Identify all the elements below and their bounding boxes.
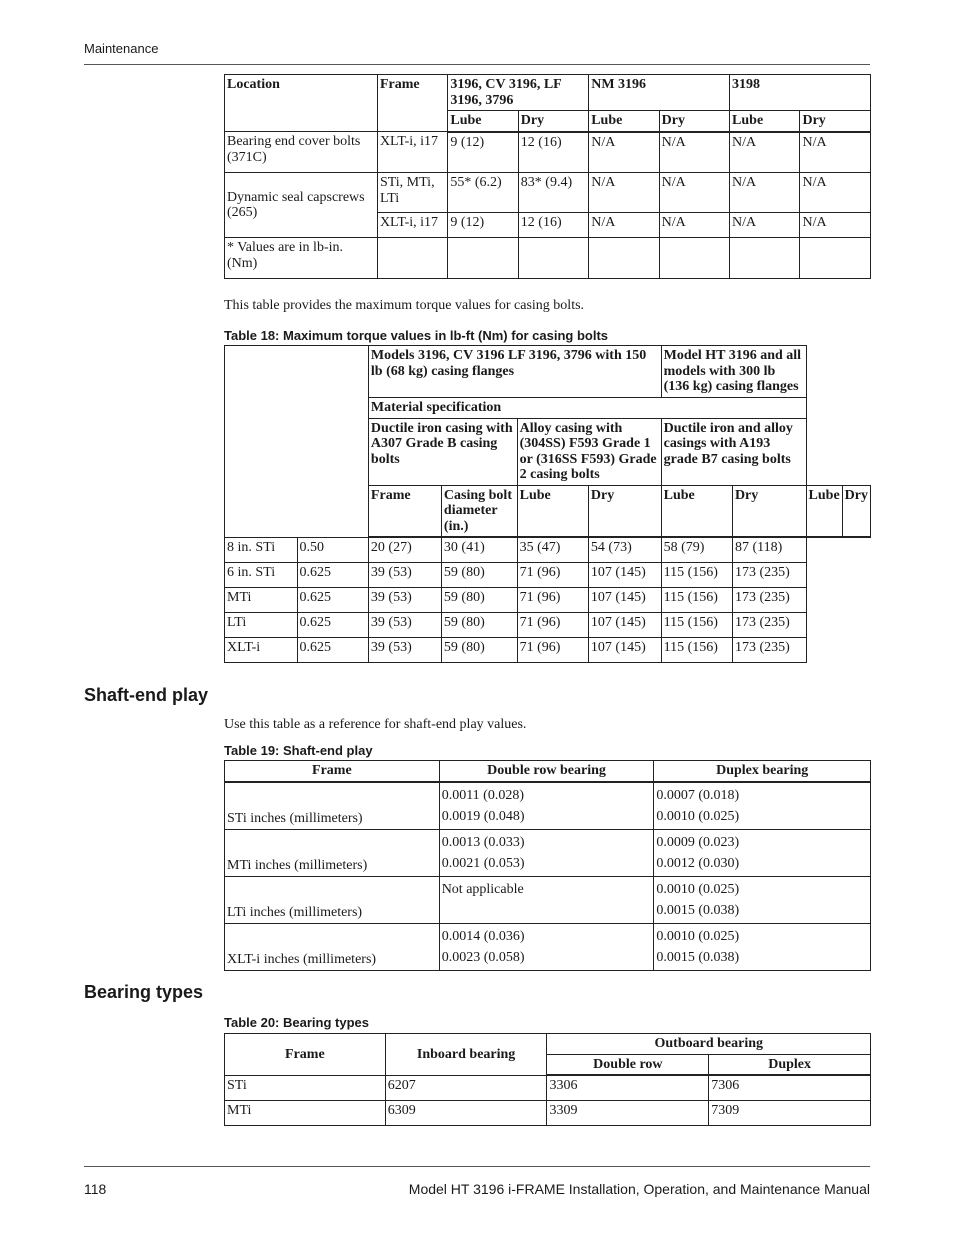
- cell: 9 (12): [448, 213, 518, 238]
- cell: 20 (27): [368, 537, 441, 562]
- bearing-types-table: [224, 1033, 871, 1126]
- cell: 87 (118): [732, 537, 806, 562]
- col-dry: Dry: [659, 111, 729, 132]
- col-dry: Dry: [518, 111, 588, 132]
- table-18-intro: This table provides the maximum torque values for casing bolts.: [224, 298, 585, 313]
- group-300lb: Model HT 3196 and all models with 300 lb (136 kg) casing flanges: [661, 346, 806, 398]
- cell: N/A: [730, 173, 800, 213]
- cell: 173 (235): [732, 612, 806, 637]
- cell: 12 (16): [518, 132, 588, 173]
- cell: XLT-i: [225, 637, 298, 662]
- cell: MTi inches (millimeters): [225, 829, 440, 876]
- cell: 115 (156): [661, 587, 732, 612]
- cell: 107 (145): [588, 637, 661, 662]
- col-group-3196: 3196, CV 3196, LF 3196, 3796: [448, 75, 589, 111]
- cell: 39 (53): [368, 587, 441, 612]
- cell: 39 (53): [368, 562, 441, 587]
- material-alloy: Alloy casing with (304SS) F593 Grade 1 or (316SS F593) Grade 2 casing bolts: [517, 418, 661, 485]
- cell: 71 (96): [517, 637, 588, 662]
- cell: 6309: [385, 1100, 547, 1125]
- shaft-end-play-table: [224, 760, 871, 971]
- cell: 3309: [547, 1100, 709, 1125]
- cell: 173 (235): [732, 587, 806, 612]
- cell: 8 in. STi: [225, 537, 298, 562]
- cell: N/A: [659, 173, 729, 213]
- col-frame: Frame: [225, 1034, 386, 1076]
- cell: 0.0013 (0.033) 0.0021 (0.053): [439, 829, 654, 876]
- cell: 30 (41): [441, 537, 517, 562]
- cell: 59 (80): [441, 562, 517, 587]
- footer-manual-title: Model HT 3196 i-FRAME Installation, Operation, and Maintenance Manual: [408, 1181, 870, 1197]
- table-note: * Values are in lb-in. (Nm): [225, 238, 378, 279]
- cell: 115 (156): [661, 562, 732, 587]
- table-row: [225, 782, 871, 830]
- cell: 0.0010 (0.025) 0.0015 (0.038): [654, 876, 871, 923]
- cell: 173 (235): [732, 562, 806, 587]
- table-18-caption: Table 18: Maximum torque values in lb-ft (Nm) for casing bolts: [224, 328, 609, 343]
- table-row: [225, 1100, 871, 1125]
- cell: 0.625: [297, 587, 368, 612]
- col-lube: Lube: [517, 485, 588, 537]
- col-lube: Lube: [806, 485, 842, 537]
- cell: 3306: [547, 1075, 709, 1100]
- col-frame: Frame: [368, 485, 441, 537]
- table-row: [225, 587, 871, 612]
- col-dry: Dry: [732, 485, 806, 537]
- cell: 55* (6.2): [448, 173, 518, 213]
- group-150lb: Models 3196, CV 3196 LF 3196, 3796 with 150 lb (68 kg) casing flanges: [368, 346, 661, 398]
- table-row: [225, 923, 871, 970]
- col-inboard: Inboard bearing: [385, 1034, 547, 1076]
- table-row: [225, 238, 871, 279]
- cell: 39 (53): [368, 637, 441, 662]
- cell: 83* (9.4): [518, 173, 588, 213]
- cell: 0.0014 (0.036) 0.0023 (0.058): [439, 923, 654, 970]
- table-row: [225, 829, 871, 876]
- cell: 0.625: [297, 562, 368, 587]
- cell: N/A: [730, 132, 800, 173]
- cell: 0.0009 (0.023) 0.0012 (0.030): [654, 829, 871, 876]
- col-dry: Dry: [588, 485, 661, 537]
- cell: N/A: [589, 173, 659, 213]
- col-location: Location: [225, 75, 378, 132]
- cell: 6 in. STi: [225, 562, 298, 587]
- running-header: Maintenance: [84, 41, 159, 56]
- cell: 35 (47): [517, 537, 588, 562]
- cell: 58 (79): [661, 537, 732, 562]
- cell: 71 (96): [517, 612, 588, 637]
- col-dry: Dry: [842, 485, 870, 537]
- cell: 107 (145): [588, 612, 661, 637]
- cell: Dynamic seal capscrews (265): [225, 173, 378, 238]
- cell: 0.0011 (0.028) 0.0019 (0.048): [439, 782, 654, 830]
- cell: 0.50: [297, 537, 368, 562]
- cell: N/A: [659, 132, 729, 173]
- table-20-caption: Table 20: Bearing types: [224, 1015, 369, 1030]
- col-double-row: Double row: [547, 1054, 709, 1075]
- col-bolt-diameter: Casing bolt diameter (in.): [441, 485, 517, 537]
- col-dry: Dry: [800, 111, 871, 132]
- cell: 71 (96): [517, 562, 588, 587]
- col-lube: Lube: [448, 111, 518, 132]
- cell: 59 (80): [441, 587, 517, 612]
- cell: 9 (12): [448, 132, 518, 173]
- cell: STi inches (millimeters): [225, 782, 440, 830]
- cell: Not applicable: [439, 876, 654, 923]
- cell: N/A: [800, 213, 871, 238]
- footer-rule: [84, 1166, 870, 1167]
- cell: N/A: [730, 213, 800, 238]
- cell: STi, MTi, LTi: [377, 173, 447, 213]
- table-row: [225, 562, 871, 587]
- table-19-intro: Use this table as a reference for shaft-end play values.: [224, 717, 527, 732]
- casing-bolt-torque-table: [224, 345, 871, 663]
- cell: 0.625: [297, 612, 368, 637]
- cell: N/A: [800, 132, 871, 173]
- col-lube: Lube: [589, 111, 659, 132]
- cell: LTi: [225, 612, 298, 637]
- cell: N/A: [589, 213, 659, 238]
- material-ductile: Ductile iron casing with A307 Grade B casing bolts: [368, 418, 517, 485]
- cell: XLT-i, i17: [377, 132, 447, 173]
- torque-table-continued: [224, 74, 871, 279]
- col-frame: Frame: [225, 761, 440, 782]
- col-duplex: Duplex bearing: [654, 761, 871, 782]
- section-heading-bearing-types: Bearing types: [84, 982, 204, 1002]
- cell: 7309: [709, 1100, 871, 1125]
- cell: Bearing end cover bolts (371C): [225, 132, 378, 173]
- col-group-3198: 3198: [730, 75, 871, 111]
- col-group-nm3196: NM 3196: [589, 75, 730, 111]
- cell: 59 (80): [441, 637, 517, 662]
- cell: 54 (73): [588, 537, 661, 562]
- cell: XLT-i inches (millimeters): [225, 923, 440, 970]
- table-row: [225, 173, 871, 213]
- material-b7: Ductile iron and alloy casings with A193 grade B7 casing bolts: [661, 418, 806, 485]
- cell: 173 (235): [732, 637, 806, 662]
- page-number: 118: [84, 1181, 107, 1197]
- col-lube: Lube: [730, 111, 800, 132]
- cell: LTi inches (millimeters): [225, 876, 440, 923]
- cell: N/A: [800, 173, 871, 213]
- table-row: [225, 637, 871, 662]
- cell: 115 (156): [661, 637, 732, 662]
- col-frame: Frame: [377, 75, 447, 132]
- cell: MTi: [225, 587, 298, 612]
- cell: 7306: [709, 1075, 871, 1100]
- cell: 0.625: [297, 637, 368, 662]
- table-row: [225, 537, 871, 562]
- col-lube: Lube: [661, 485, 732, 537]
- table-row: [225, 876, 871, 923]
- cell: 0.0010 (0.025) 0.0015 (0.038): [654, 923, 871, 970]
- section-heading-shaft-end-play: Shaft-end play: [84, 685, 209, 705]
- cell: 115 (156): [661, 612, 732, 637]
- cell: 39 (53): [368, 612, 441, 637]
- blank-corner-cell: [225, 346, 369, 538]
- cell: MTi: [225, 1100, 386, 1125]
- col-duplex: Duplex: [709, 1054, 871, 1075]
- cell: STi: [225, 1075, 386, 1100]
- cell: XLT-i, i17: [377, 213, 447, 238]
- cell: N/A: [589, 132, 659, 173]
- cell: 0.0007 (0.018) 0.0010 (0.025): [654, 782, 871, 830]
- header-rule: [84, 64, 870, 65]
- cell: 12 (16): [518, 213, 588, 238]
- cell: 71 (96): [517, 587, 588, 612]
- table-19-caption: Table 19: Shaft-end play: [224, 743, 373, 758]
- material-spec-header: Material specification: [368, 398, 806, 419]
- col-double-row: Double row bearing: [439, 761, 654, 782]
- cell: 6207: [385, 1075, 547, 1100]
- table-row: [225, 132, 871, 173]
- table-row: [225, 1075, 871, 1100]
- cell: 107 (145): [588, 587, 661, 612]
- col-outboard: Outboard bearing: [547, 1034, 871, 1055]
- cell: 59 (80): [441, 612, 517, 637]
- cell: N/A: [659, 213, 729, 238]
- cell: 107 (145): [588, 562, 661, 587]
- table-row: [225, 612, 871, 637]
